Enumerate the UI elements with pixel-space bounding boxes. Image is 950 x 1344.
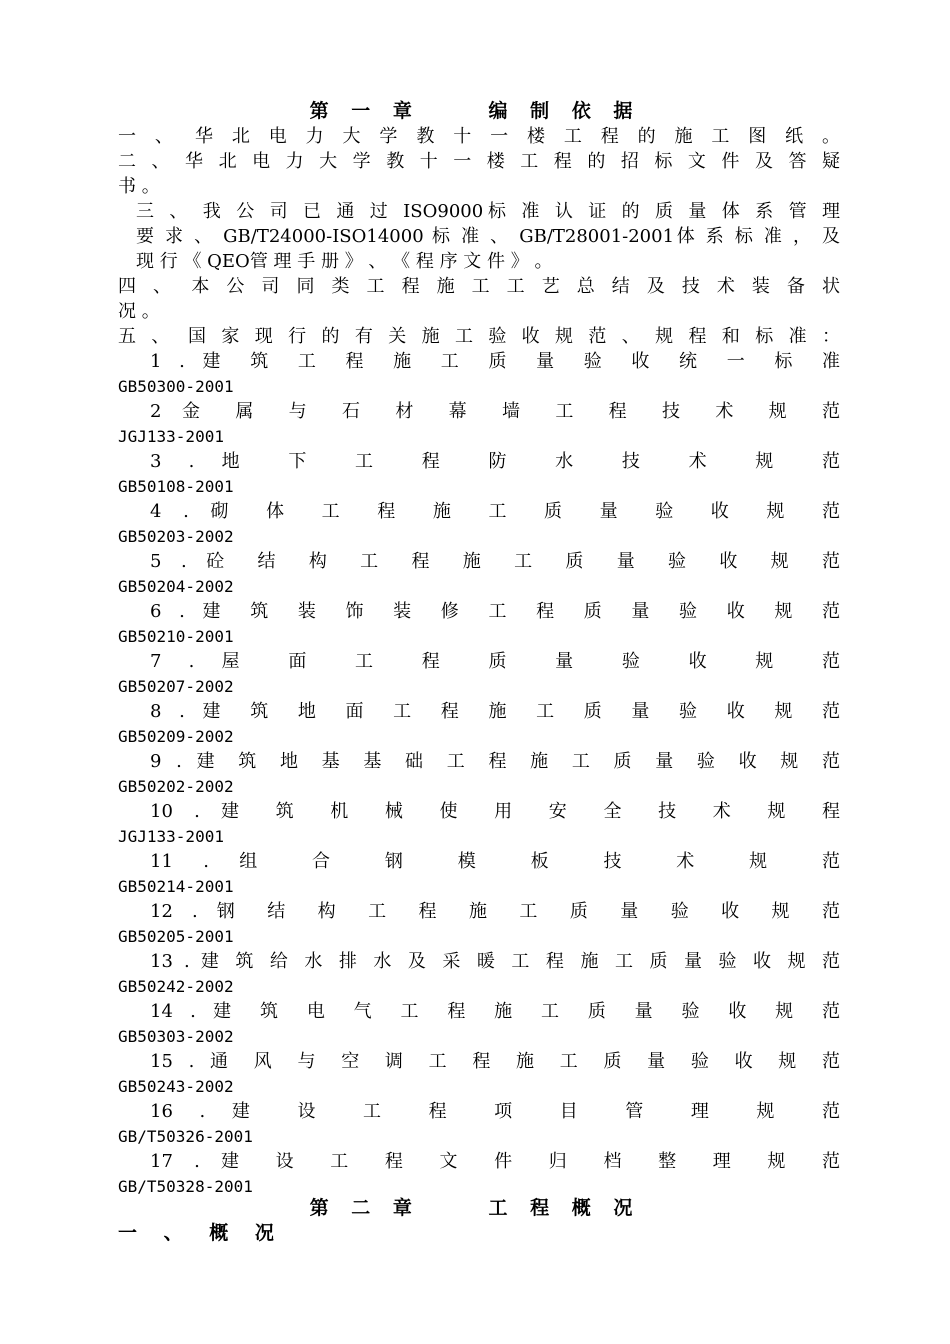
standard-name: 1 . 建 筑 工 程 施 工 质 量 验 收 统 一 标 准 [150, 351, 840, 372]
basis-item-2-cont: 书 。 [118, 176, 160, 197]
standard-code: GB50204-2002 [118, 577, 234, 596]
standard-name: 15 . 通 风 与 空 调 工 程 施 工 质 量 验 收 规 范 [150, 1051, 840, 1072]
standard-name: 3 . 地 下 工 程 防 水 技 术 规 范 [150, 451, 840, 472]
standard-code: GB50209-2002 [118, 727, 234, 746]
standard-name: 2 金 属 与 石 材 幕 墙 工 程 技 术 规 范 [150, 401, 840, 422]
standard-name: 6 . 建 筑 装 饰 装 修 工 程 质 量 验 收 规 范 [150, 601, 840, 622]
standard-code: JGJ133-2001 [118, 427, 224, 446]
standard-code: GB50207-2002 [118, 677, 234, 696]
standard-name: 12 . 钢 结 构 工 程 施 工 质 量 验 收 规 范 [150, 901, 840, 922]
standard-name: 16 . 建 设 工 程 项 目 管 理 规 范 [150, 1101, 840, 1122]
standard-name: 4 . 砌 体 工 程 施 工 质 量 验 收 规 范 [150, 501, 840, 522]
standard-code: GB50303-2002 [118, 1027, 234, 1046]
basis-item-4-cont: 况 。 [118, 301, 160, 322]
standard-name: 9 . 建 筑 地 基 基 础 工 程 施 工 质 量 验 收 规 范 [150, 751, 840, 772]
standard-name: 7 . 屋 面 工 程 质 量 验 收 规 范 [150, 651, 840, 672]
basis-item-3-cont-1: 要 求 、 GB/T24000-ISO14000 标 准 、 GB/T28001-2001体 系 标 准 ， 及 [136, 226, 840, 247]
standard-name: 13 . 建 筑 给 水 排 水 及 采 暖 工 程 施 工 质 量 验 收 规 范 [150, 951, 840, 972]
standard-code: GB50202-2002 [118, 777, 234, 796]
standard-code: GB50243-2002 [118, 1077, 234, 1096]
standard-code: GB50108-2001 [118, 477, 234, 496]
chapter-1-title: 第 一 章 编 制 依 据 [309, 100, 641, 122]
standard-code: GB50210-2001 [118, 627, 234, 646]
standard-code: JGJ133-2001 [118, 827, 224, 846]
basis-item-3-cont-2: 现 行 《 QEO管 理 手 册 》 、 《 程 序 文 件 》 。 [136, 251, 553, 272]
standard-name: 5 . 砼 结 构 工 程 施 工 质 量 验 收 规 范 [150, 551, 840, 572]
section-overview-heading: 一 、 概 况 [118, 1222, 284, 1244]
standard-code: GB50242-2002 [118, 977, 234, 996]
chapter-2-title: 第 二 章 工 程 概 况 [309, 1197, 641, 1219]
standard-code: GB/T50326-2001 [118, 1127, 253, 1146]
basis-item-5: 五 、 国 家 现 行 的 有 关 施 工 验 收 规 范 、 规 程 和 标 准 ： [118, 326, 840, 347]
standard-code: GB/T50328-2001 [118, 1177, 253, 1196]
standard-name: 10 . 建 筑 机 械 使 用 安 全 技 术 规 程 [150, 801, 840, 822]
standard-name: 14 . 建 筑 电 气 工 程 施 工 质 量 验 收 规 范 [150, 1001, 840, 1022]
basis-item-4: 四 、 本 公 司 同 类 工 程 施 工 工 艺 总 结 及 技 术 装 备 状 [118, 276, 840, 297]
standard-name: 17 . 建 设 工 程 文 件 归 档 整 理 规 范 [150, 1151, 840, 1172]
standard-name: 11 . 组 合 钢 模 板 技 术 规 范 [150, 851, 840, 872]
standard-code: GB50300-2001 [118, 377, 234, 396]
basis-item-3: 三 、 我 公 司 已 通 过 ISO9000标 准 认 证 的 质 量 体 系 管 理 [136, 201, 840, 222]
standard-name: 8 . 建 筑 地 面 工 程 施 工 质 量 验 收 规 范 [150, 701, 840, 722]
standard-code: GB50203-2002 [118, 527, 234, 546]
standard-code: GB50205-2001 [118, 927, 234, 946]
standard-code: GB50214-2001 [118, 877, 234, 896]
basis-item-1: 一 、 华 北 电 力 大 学 教 十 一 楼 工 程 的 施 工 图 纸 。 [118, 126, 840, 147]
basis-item-2: 二 、 华 北 电 力 大 学 教 十 一 楼 工 程 的 招 标 文 件 及 答 疑 [118, 151, 840, 172]
